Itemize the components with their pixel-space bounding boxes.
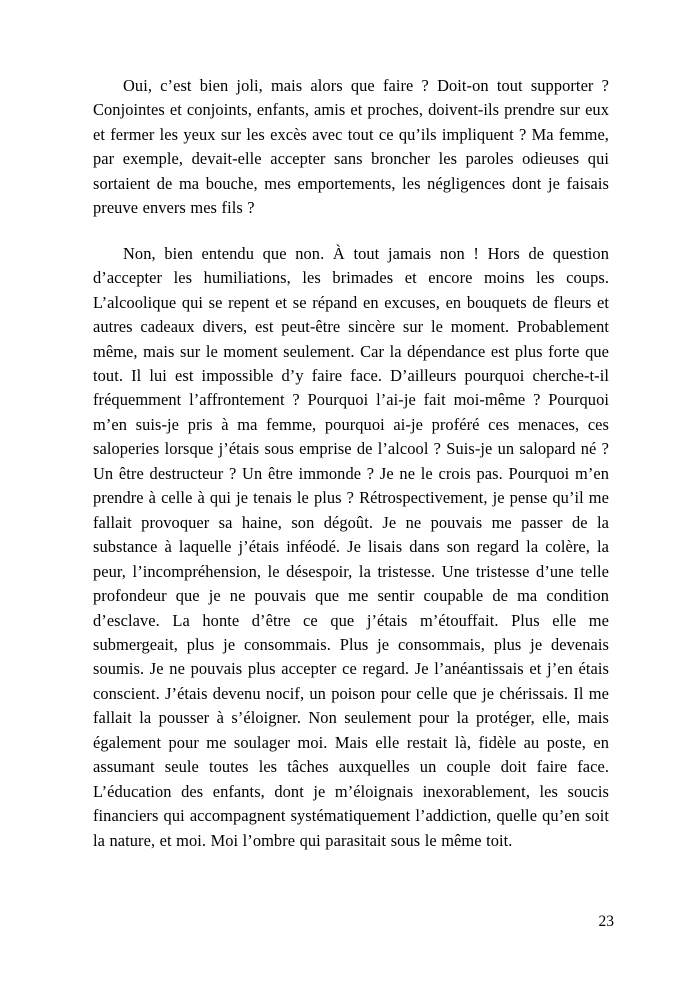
paragraph-2: Non, bien entendu que non. À tout jamais non ! Hors de question d’accepter les humiliations, les brimades et encore moins les coups. L’alcoolique qui se repent et se répand en excuses, en bouquets de fleurs et autres cadeaux divers, est peut-être sincère sur le moment. Probablement même, mais sur le moment seulement. Car la dépendance est plus forte que tout. Il lui est impossible d’y faire face. D’ailleurs pourquoi cherche-t-il fréquemment l’affrontement ? Pourquoi l’ai-je fait moi-même ? Pourquoi m’en suis-je pris à ma femme, pourquoi ai-je proféré ces menaces, ces saloperies lorsque j’étais sous emprise de l’alcool ? Suis-je un salopard né ? Un être destructeur ? Un être immonde ? Je ne le crois pas. Pourquoi m’en prendre à celle à qui je tenais le plus ? Rétrospectivement, je pense qu’il me fallait provoquer sa haine, son dégoût. Je ne pouvais me passer de la substance à laquelle j’étais inféodé. Je lisais dans son regard la colère, la peur, l’incompréhension, le désespoir, la tristesse. Une tristesse d’une telle profondeur que je ne pouvais que me sentir coupable de ma condition d’esclave. La honte d’être ce que j’étais m’étouffait. Plus elle me submergeait, plus je consommais. Plus je consommais, plus je devenais soumis. Je ne pouvais plus accepter ce regard. Je l’anéantissais et j’en étais conscient. J’étais devenu nocif, un poison pour celle que je chérissais. Il me fallait la pousser à s’éloigner. Non seulement pour la protéger, elle, mais également pour me soulager moi. Mais elle restait là, fidèle au poste, en assumant seule toutes les tâches auxquelles un couple doit faire face. L’éducation des enfants, dont je m’éloignais inexorablement, les soucis financiers qui accompagnent systématiquement l’addiction, quelle qu’en soit la nature, et moi. Moi l’ombre qui parasitait sous le même toit. xyxy=(93,243,609,850)
paragraph-1: Oui, c’est bien joli, mais alors que faire ? Doit-on tout supporter ? Conjointes et conjoints, enfants, amis et proches, doivent-ils prendre sur eux et fermer les yeux sur les excès avec tout ce qu’ils impliquent ? Ma femme, par exemple, devait-elle accepter sans broncher les paroles odieuses qui sortaient de ma bouche, mes emportements, les négligences dont je faisais preuve envers mes fils ? xyxy=(93,76,609,218)
body-text-block xyxy=(93,74,609,853)
page-number: 23 xyxy=(598,913,614,930)
